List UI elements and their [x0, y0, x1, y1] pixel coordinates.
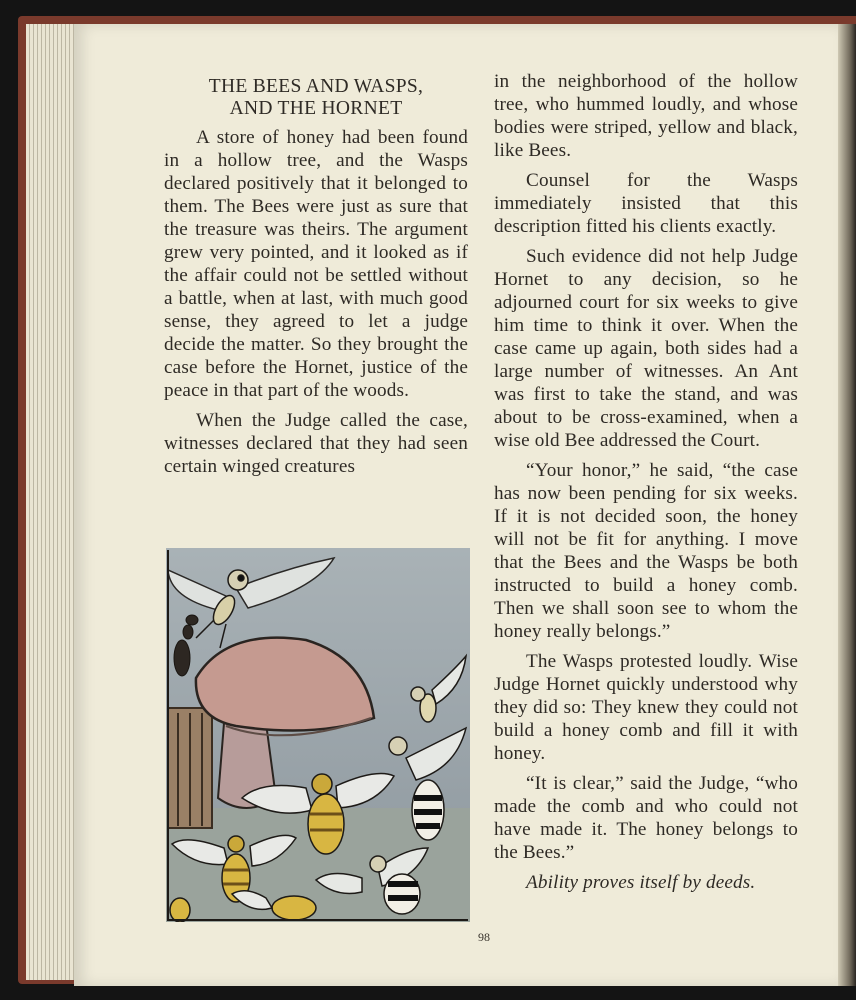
fable-title — [164, 76, 468, 120]
left-column — [164, 74, 468, 485]
title-line-1: THE BEES AND WASPS, — [208, 76, 424, 97]
paragraph: “Your honor,” he said, “the case has now been pending for six weeks. If it is not decided soon, the honey will not be fit for anything. I move that the Bees and the Wasps be both instructed to build a honey comb. Then we shall soon see to whom the honey really belongs.” — [494, 460, 798, 642]
paragraph: Counsel for the Wasps immediately insisted that this description fitted his clients exactly. — [494, 170, 798, 237]
paragraph: A store of honey had been found in a hollow tree, and the Wasps declared positively that it belonged to them. The Bees were just as sure that the treasure was theirs. The argument grew very pointed, and it looked as if the affair could not be settled without a battle, when at last, with much good sense, they agreed to let a judge decide the matter. So they brought the case before the Hornet, justice of the peace in that part of the woods. — [164, 127, 468, 401]
title-line-2: AND THE HORNET — [229, 98, 403, 119]
paragraph: The Wasps protested loudly. Wise Judge Hornet quickly understood why they did so: They knew they could not build a honey comb and fill it with honey. — [494, 651, 798, 764]
right-column — [494, 70, 798, 901]
paragraph: Such evidence did not help Judge Hornet to any decision, so he adjourned court for six weeks to give him time to think it over. When the case came up again, both sides had a large number of witnesses. An Ant was first to take the stand, and was about to be cross-examined, when a wise old Bee addressed the Court. — [494, 246, 798, 451]
paragraph: When the Judge called the case, witnesses declared that they had seen certain winged creatures — [164, 410, 468, 477]
fable-moral: Ability proves itself by deeds. — [526, 872, 756, 893]
book-gutter — [838, 24, 856, 986]
page-number: 98 — [478, 930, 490, 944]
paragraph: “It is clear,” said the Judge, “who made the comb and who could not have made it. The honey belongs to the Bees.” — [494, 773, 798, 863]
paragraph-continuation: in the neighborhood of the hollow tree, who hummed loudly, and whose bodies were striped, yellow and black, like Bees. — [494, 71, 798, 161]
bees-wasps-illustration — [166, 548, 470, 922]
